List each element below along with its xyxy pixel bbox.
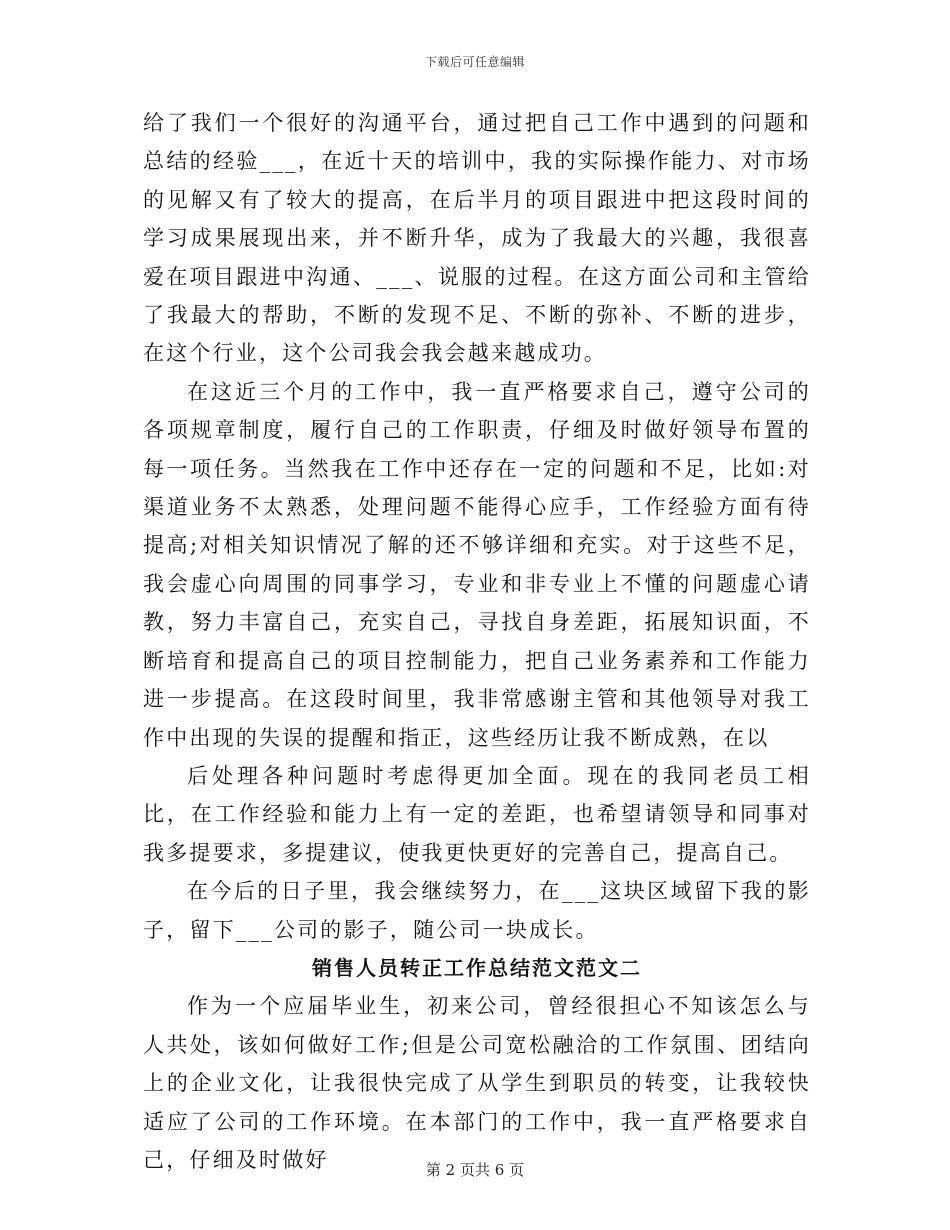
paragraph-work-review: 在这近三个月的工作中，我一直严格要求自己，遵守公司的各项规章制度，履行自己的工作职责，仔细及时做好领导布置的每一项任务。当然我在工作中还存在一定的问题和不足，比如:对渠道业务不太熟悉，处理问题不能得心应手，工作经验方面有待提高;对相关知识情况了解的还不够详细和充实。对于这些不足，我会虚心向周围的同事学习，专业和非专业上不懂的问题虚心请教，努力丰富自己，充实自己，寻找自身差距，拓展知识面，不断培育和提高自己的项目控制能力，把自己业务素养和工作能力进一步提高。在这段时间里，我非常感谢主管和其他领导对我工作中出现的失误的提醒和指正，这些经历让我不断成熟，在以 (143, 379, 811, 750)
paragraph-intro-graduate: 作为一个应届毕业生，初来公司，曾经很担心不知该怎么与人共处，该如何做好工作;但是公司宽松融洽的工作氛围、团结向上的企业文化，让我很快完成了从学生到职员的转变，让我较快适应了公司的工作环境。在本部门的工作中，我一直严格要求自己，仔细及时做好 (143, 994, 811, 1172)
paragraph-comparison: 后处理各种问题时考虑得更加全面。现在的我同老员工相比，在工作经验和能力上有一定的差距，也希望请领导和同事对我多提要求，多提建议，使我更快更好的完善自己，提高自己。 (143, 763, 811, 865)
document-body (143, 104, 811, 1179)
paragraph-future: 在今后的日子里，我会继续努力，在___这块区域留下我的影子，留下___公司的影子，随公司一块成长。 (143, 879, 811, 942)
page-number: 第 2 页共 6 页 (425, 1161, 525, 1179)
section-heading: 销售人员转正工作总结范文范文二 (312, 955, 642, 980)
page-header-note: 下载后可任意编辑 (424, 55, 525, 69)
paragraph-continuation: 给了我们一个很好的沟通平台，通过把自己工作中遇到的问题和总结的经验___，在近十天的培训中，我的实际操作能力、对市场的见解又有了较大的提高，在后半月的项目跟进中把这段时间的学习成果展现出来，并不断升华，成为了我最大的兴趣，我很喜爱在项目跟进中沟通、___、说服的过程。在这方面公司和主管给了我最大的帮助，不断的发现不足、不断的弥补、不断的进步，在这个行业，这个公司我会我会越来越成功。 (143, 111, 811, 366)
